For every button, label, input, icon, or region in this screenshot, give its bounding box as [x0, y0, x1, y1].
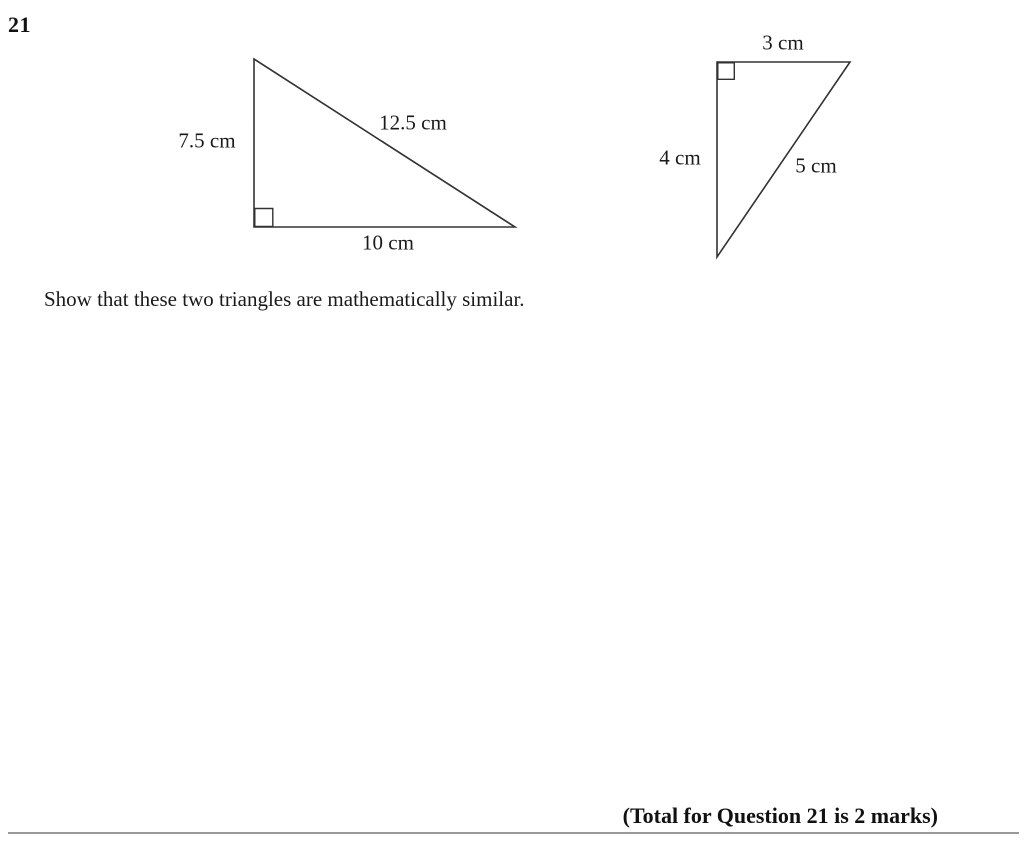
footer-rule [8, 832, 1019, 834]
left-triangle-hypotenuse-label: 12.5 cm [379, 110, 447, 135]
question-number: 21 [8, 12, 31, 37]
right-triangle-top-side-label: 3 cm [762, 30, 804, 55]
left-right-angle-marker [255, 209, 273, 227]
right-triangle-hypotenuse-label: 5 cm [795, 153, 837, 178]
left-triangle-vertical-side-label: 7.5 cm [178, 128, 236, 153]
total-marks-label: (Total for Question 21 is 2 marks) [622, 803, 938, 828]
left-triangle-base-label: 10 cm [362, 230, 414, 255]
right-triangle-vertical-side-label: 4 cm [659, 145, 701, 170]
question-prompt: Show that these two triangles are mathematically similar. [44, 287, 525, 311]
right-right-angle-marker [718, 63, 735, 80]
left-triangle-shape [254, 59, 515, 227]
